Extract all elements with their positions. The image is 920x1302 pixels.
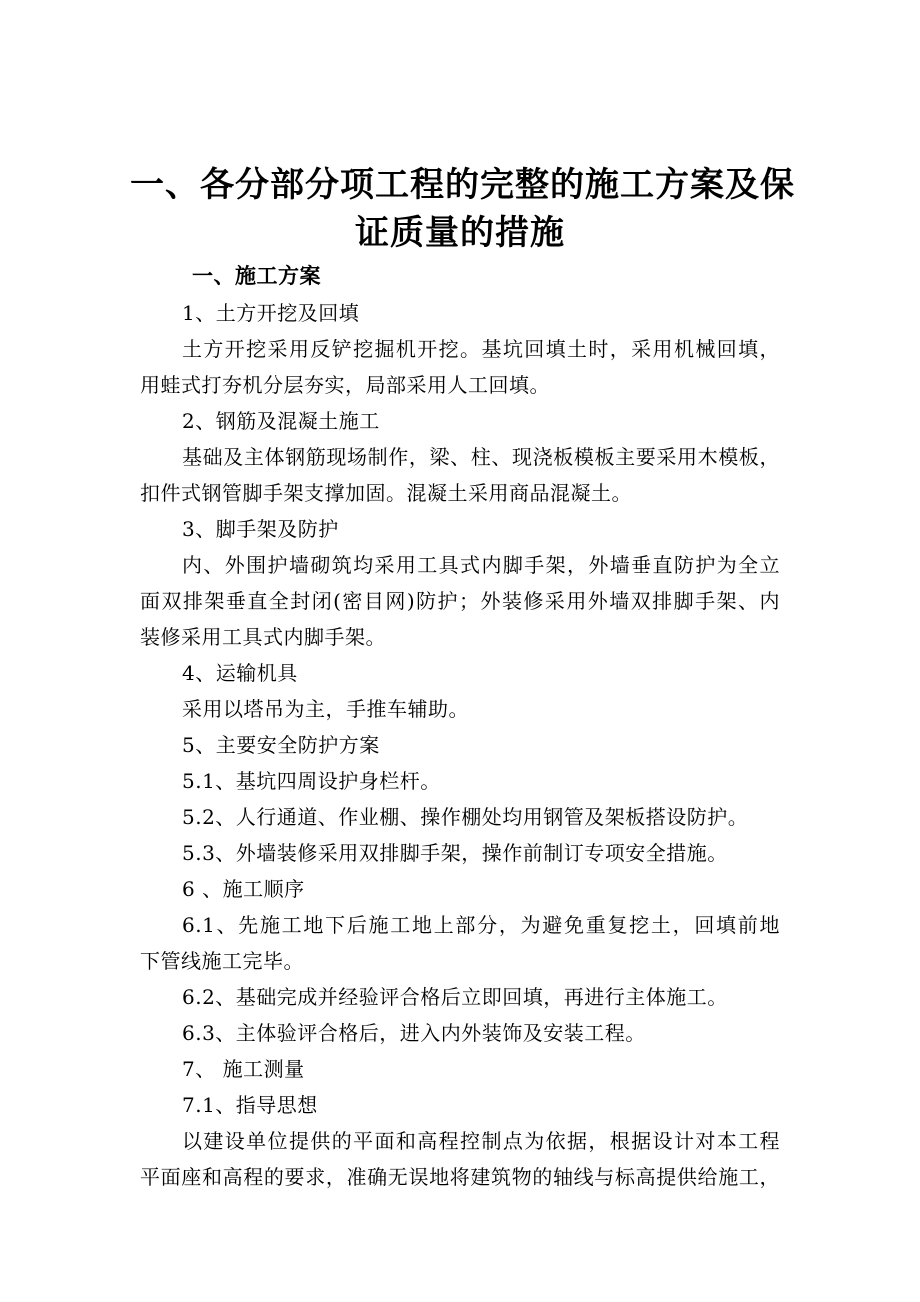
paragraph-line: 下管线施工完毕。: [140, 949, 304, 973]
paragraph-line: 面双排架垂直全封闭(密目网)防护；外装修采用外墙双排脚手架、内: [140, 589, 780, 613]
paragraph-line: 扣件式钢管脚手架支撑加固。混凝土采用商品混凝土。: [140, 481, 632, 505]
paragraph-line: 采用以塔吊为主，手推车辅助。: [182, 697, 469, 721]
paragraph-line: 内、外围护墙砌筑均采用工具式内脚手架，外墙垂直防护为全立: [182, 553, 780, 577]
list-item: 6.2、基础完成并经验评合格后立即回填，再进行主体施工。: [182, 985, 728, 1009]
paragraph-line: 平面座和高程的要求，准确无误地将建筑物的轴线与标高提供给施工，: [140, 1165, 780, 1189]
paragraph-line: 以建设单位提供的平面和高程控制点为依据，根据设计对本工程: [182, 1129, 780, 1153]
subheading-scaffolding: 3、脚手架及防护: [182, 517, 339, 541]
paragraph-line: 用蛙式打夯机分层夯实，局部采用人工回填。: [140, 373, 550, 397]
list-item: 7.1、指导思想: [182, 1093, 318, 1117]
subheading-safety: 5、主要安全防护方案: [182, 733, 380, 757]
list-item: 5.1、基坑四周设护身栏杆。: [182, 769, 441, 793]
subheading-transport: 4、运输机具: [182, 661, 298, 685]
list-item: 5.2、人行通道、作业棚、操作棚处均用钢管及架板搭设防护。: [182, 805, 749, 829]
paragraph-line: 基础及主体钢筋现场制作，梁、柱、现浇板模板主要采用木模板，: [182, 445, 780, 469]
list-item: 5.3、外墙装修采用双排脚手架，操作前制订专项安全措施。: [182, 841, 728, 865]
page-title-line-2: 证质量的措施: [355, 213, 565, 253]
list-item: 6.1、先施工地下后施工地上部分，为避免重复挖土，回填前地: [182, 913, 780, 937]
list-item: 6.3、主体验评合格后，进入内外装饰及安装工程。: [182, 1021, 646, 1045]
subheading-survey: 7、 施工测量: [182, 1057, 305, 1081]
subheading-sequence: 6 、施工顺序: [182, 877, 305, 901]
page-title-line-1: 一、各分部分项工程的完整的施工方案及保: [130, 165, 795, 205]
paragraph-line: 土方开挖采用反铲挖掘机开挖。基坑回填土时，采用机械回填，: [182, 337, 780, 361]
subheading-rebar-concrete: 2、钢筋及混凝土施工: [182, 409, 380, 433]
section-heading: 一、施工方案: [192, 263, 321, 288]
subheading-earthwork: 1、土方开挖及回填: [182, 301, 360, 325]
paragraph-line: 装修采用工具式内脚手架。: [140, 625, 386, 649]
